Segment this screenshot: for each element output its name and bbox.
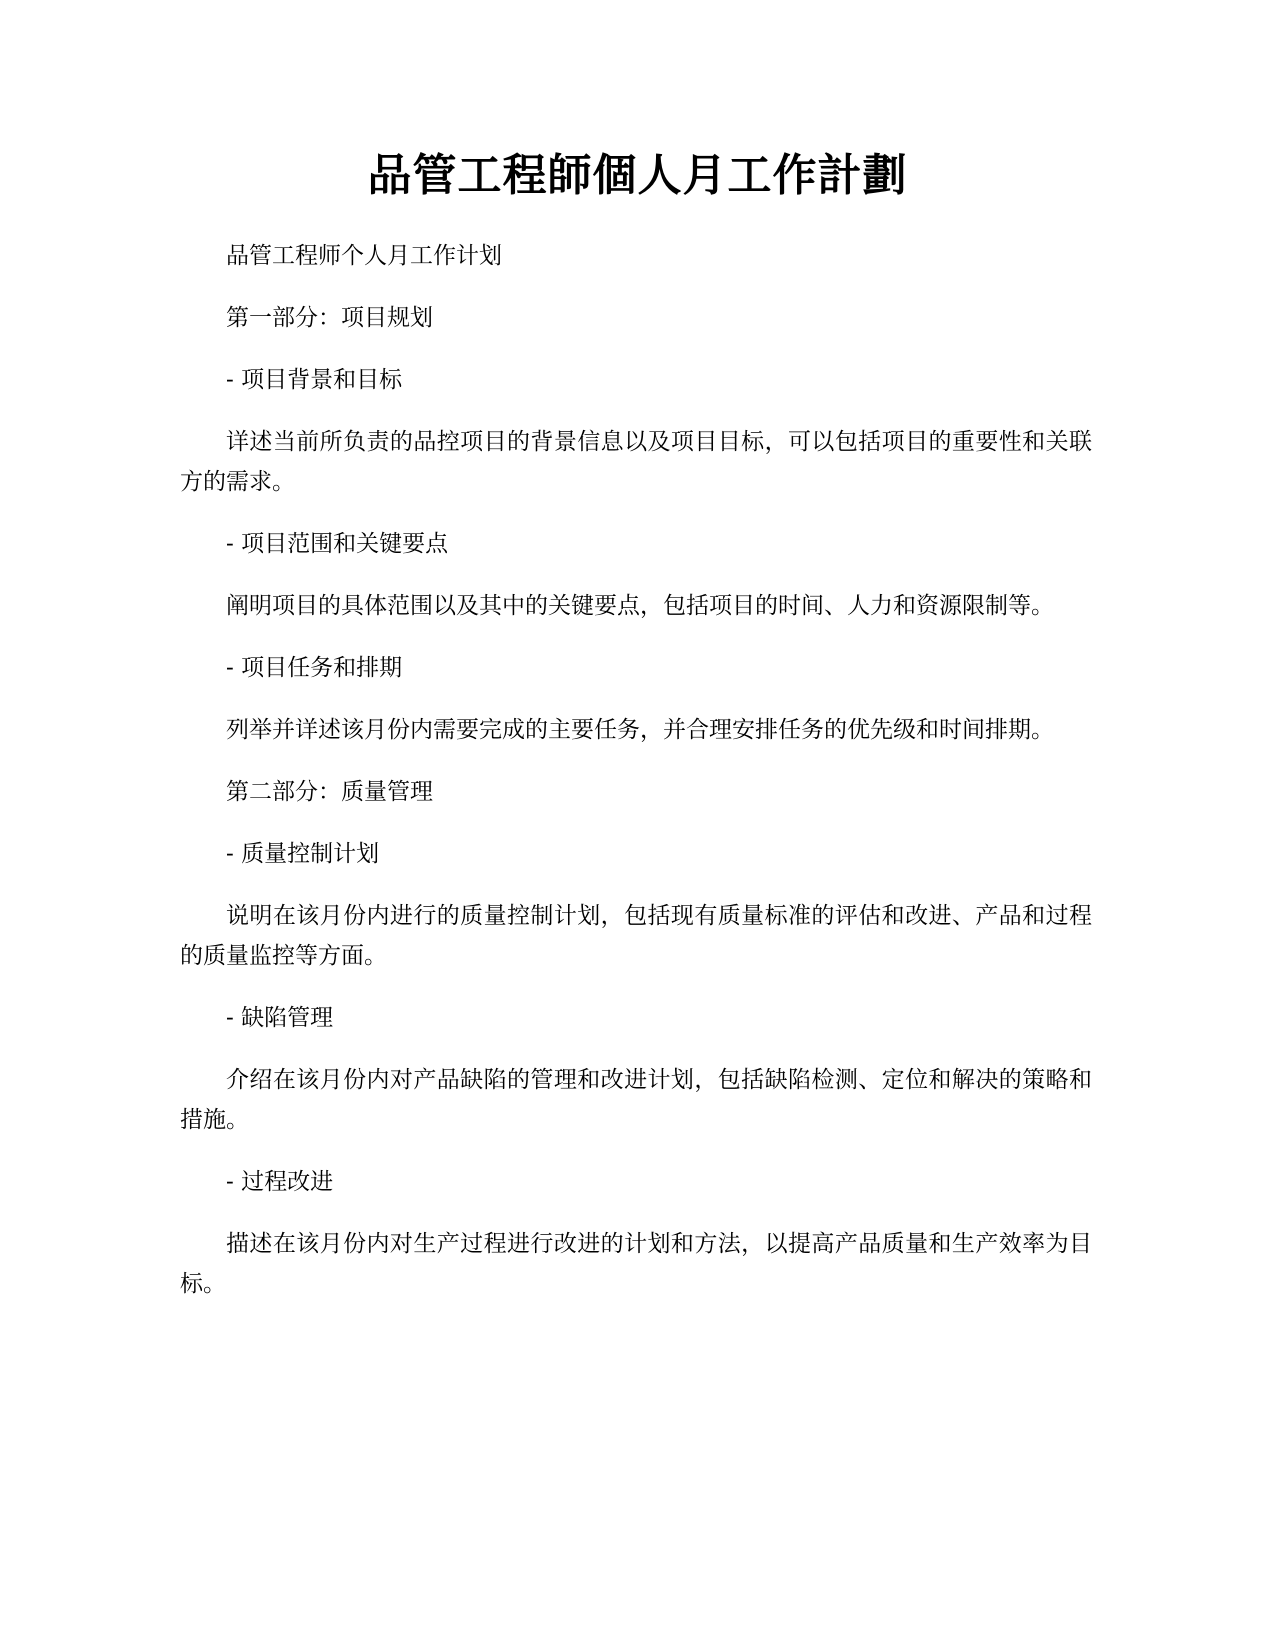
subheading-quality-control-plan: - 质量控制计划	[226, 841, 380, 867]
section-heading-quality-management: 第二部分：质量管理	[226, 779, 433, 805]
doc-subtitle: 品管工程师个人月工作计划	[226, 243, 502, 269]
document-body	[180, 236, 1092, 1326]
subheading-background-goals: - 项目背景和目标	[226, 367, 403, 393]
paragraph-process-improvement: 描述在该月份内对生产过程进行改进的计划和方法，以提高产品质量和生产效率为目标。	[180, 1231, 1092, 1297]
subheading-process-improvement: - 过程改进	[226, 1169, 334, 1195]
paragraph-tasks-schedule: 列举并详述该月份内需要完成的主要任务，并合理安排任务的优先级和时间排期。	[226, 717, 1054, 743]
paragraph-background-goals: 详述当前所负责的品控项目的背景信息以及项目目标，可以包括项目的重要性和关联方的需求。	[180, 429, 1092, 495]
paragraph-scope-keypoints: 阐明项目的具体范围以及其中的关键要点，包括项目的时间、人力和资源限制等。	[226, 593, 1054, 619]
subheading-defect-management: - 缺陷管理	[226, 1005, 334, 1031]
subheading-tasks-schedule: - 项目任务和排期	[226, 655, 403, 681]
document-title: 品管工程師個人月工作計劃	[367, 150, 908, 201]
paragraph-defect-management: 介绍在该月份内对产品缺陷的管理和改进计划，包括缺陷检测、定位和解决的策略和措施。	[180, 1067, 1092, 1133]
subheading-scope-keypoints: - 项目范围和关键要点	[226, 531, 449, 557]
section-heading-project-planning: 第一部分：项目规划	[226, 305, 433, 331]
paragraph-quality-control-plan: 说明在该月份内进行的质量控制计划，包括现有质量标准的评估和改进、产品和过程的质量监控等方面。	[180, 903, 1092, 969]
